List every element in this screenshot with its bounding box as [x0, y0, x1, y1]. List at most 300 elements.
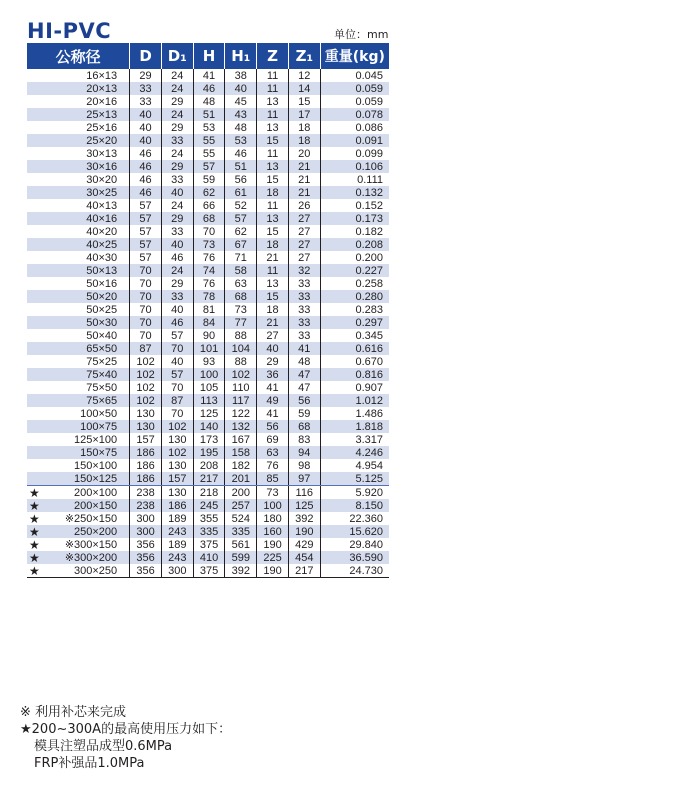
cell-nominal-size	[27, 433, 130, 446]
cell-z: 41	[257, 407, 289, 420]
cell-d: 57	[130, 238, 162, 251]
size-value: 40×13	[86, 199, 118, 212]
cell-h1: 53	[225, 134, 257, 147]
cell-weight: 5.920	[320, 486, 389, 500]
header-d: D	[130, 43, 162, 69]
cell-weight: 0.200	[320, 251, 389, 264]
table-row	[27, 290, 389, 303]
cell-z: 11	[257, 69, 289, 82]
cell-d: 46	[130, 147, 162, 160]
cell-d1: 24	[161, 199, 193, 212]
size-value: 75×65	[86, 394, 118, 407]
cell-z1: 17	[288, 108, 320, 121]
cell-d1: 33	[161, 173, 193, 186]
cell-nominal-size	[27, 486, 130, 500]
cell-d1: 33	[161, 134, 193, 147]
cell-z1: 33	[288, 303, 320, 316]
notes	[20, 704, 231, 772]
cell-nominal-size	[27, 394, 130, 407]
size-value: 125×100	[74, 433, 118, 446]
cell-nominal-size	[27, 342, 130, 355]
table-row	[27, 486, 389, 500]
cell-d1: 24	[161, 264, 193, 277]
size-value: 50×25	[86, 303, 118, 316]
cell-h1: 52	[225, 199, 257, 212]
cell-d1: 243	[161, 551, 193, 564]
cell-z1: 21	[288, 186, 320, 199]
cell-h1: 58	[225, 264, 257, 277]
cell-d: 57	[130, 212, 162, 225]
cell-z1: 47	[288, 368, 320, 381]
cell-d1: 24	[161, 108, 193, 121]
cell-d: 102	[130, 368, 162, 381]
note-molded: 模具注塑品成型0.6MPa	[34, 739, 173, 754]
cell-h1: 62	[225, 225, 257, 238]
cell-h: 53	[193, 121, 225, 134]
cell-h1: 45	[225, 95, 257, 108]
cell-h: 76	[193, 277, 225, 290]
cell-h1: 67	[225, 238, 257, 251]
cell-weight: 0.907	[320, 381, 389, 394]
cell-z: 49	[257, 394, 289, 407]
cell-z: 15	[257, 225, 289, 238]
cell-nominal-size	[27, 512, 130, 525]
table-row	[27, 525, 389, 538]
cell-weight: 0.280	[320, 290, 389, 303]
cell-weight: 29.840	[320, 538, 389, 551]
cell-d: 70	[130, 329, 162, 342]
cell-d: 57	[130, 225, 162, 238]
table-row	[27, 407, 389, 420]
cell-z1: 21	[288, 173, 320, 186]
size-value: 25×16	[86, 121, 118, 134]
cell-d: 157	[130, 433, 162, 446]
size-value: 50×13	[86, 264, 118, 277]
size-value: 25×20	[86, 134, 118, 147]
cell-h1: 77	[225, 316, 257, 329]
cell-weight: 0.059	[320, 95, 389, 108]
cell-weight: 1.012	[320, 394, 389, 407]
cell-d1: 130	[161, 486, 193, 500]
cell-h1: 88	[225, 329, 257, 342]
cell-weight: 0.086	[320, 121, 389, 134]
cell-z: 180	[257, 512, 289, 525]
cell-z1: 41	[288, 342, 320, 355]
cell-h: 46	[193, 82, 225, 95]
cell-h1: 38	[225, 69, 257, 82]
cell-weight: 1.486	[320, 407, 389, 420]
cell-weight: 1.818	[320, 420, 389, 433]
cell-h1: 71	[225, 251, 257, 264]
cell-nominal-size	[27, 459, 130, 472]
size-value: 150×75	[80, 446, 118, 459]
cell-weight: 4.246	[320, 446, 389, 459]
cell-z: 21	[257, 316, 289, 329]
cell-nominal-size	[27, 277, 130, 290]
cell-nominal-size	[27, 69, 130, 82]
table-row	[27, 394, 389, 407]
cell-h1: 46	[225, 147, 257, 160]
cell-h: 208	[193, 459, 225, 472]
cell-h: 48	[193, 95, 225, 108]
size-value: 30×20	[86, 173, 118, 186]
cell-h1: 561	[225, 538, 257, 551]
cell-h: 74	[193, 264, 225, 277]
cell-d: 238	[130, 499, 162, 512]
cell-nominal-size	[27, 212, 130, 225]
cell-h: 70	[193, 225, 225, 238]
cell-d: 40	[130, 134, 162, 147]
note-frp: FRP补强品1.0MPa	[34, 756, 145, 771]
cell-z: 63	[257, 446, 289, 459]
cell-d1: 46	[161, 316, 193, 329]
table-row	[27, 381, 389, 394]
cell-nominal-size	[27, 499, 130, 512]
size-value: ※300×200	[64, 551, 118, 564]
cell-h: 51	[193, 108, 225, 121]
cell-z: 18	[257, 303, 289, 316]
cell-d1: 189	[161, 538, 193, 551]
cell-z1: 33	[288, 316, 320, 329]
cell-z1: 20	[288, 147, 320, 160]
table-row	[27, 316, 389, 329]
size-value: 25×13	[86, 108, 118, 121]
cell-h1: 158	[225, 446, 257, 459]
cell-h1: 110	[225, 381, 257, 394]
cell-nominal-size	[27, 186, 130, 199]
header-h: H	[193, 43, 225, 69]
cell-nominal-size	[27, 538, 130, 551]
cell-nominal-size	[27, 251, 130, 264]
cell-nominal-size	[27, 446, 130, 459]
size-value: 100×50	[80, 407, 118, 420]
cell-z: 11	[257, 82, 289, 95]
size-value: 100×75	[80, 420, 118, 433]
cell-weight: 0.283	[320, 303, 389, 316]
table-row	[27, 212, 389, 225]
cell-z1: 125	[288, 499, 320, 512]
table-row	[27, 264, 389, 277]
table-row	[27, 199, 389, 212]
table-row	[27, 329, 389, 342]
cell-nominal-size	[27, 407, 130, 420]
cell-h: 335	[193, 525, 225, 538]
header-weight: 重量(kg)	[320, 43, 389, 69]
cell-weight: 0.078	[320, 108, 389, 121]
cell-h1: 68	[225, 290, 257, 303]
cell-h1: 182	[225, 459, 257, 472]
cell-weight: 0.297	[320, 316, 389, 329]
cell-h: 375	[193, 538, 225, 551]
cell-d: 87	[130, 342, 162, 355]
cell-d1: 130	[161, 459, 193, 472]
table-header-row	[27, 43, 389, 69]
cell-d: 46	[130, 173, 162, 186]
size-value: ※250×150	[64, 512, 118, 525]
cell-z: 100	[257, 499, 289, 512]
cell-d1: 87	[161, 394, 193, 407]
cell-h: 62	[193, 186, 225, 199]
cell-h1: 57	[225, 212, 257, 225]
cell-h: 73	[193, 238, 225, 251]
cell-d: 356	[130, 551, 162, 564]
cell-d: 40	[130, 108, 162, 121]
cell-d: 356	[130, 538, 162, 551]
cell-d1: 70	[161, 381, 193, 394]
cell-nominal-size	[27, 368, 130, 381]
cell-h1: 335	[225, 525, 257, 538]
table-row	[27, 69, 389, 82]
cell-weight: 36.590	[320, 551, 389, 564]
cell-d1: 243	[161, 525, 193, 538]
table-row	[27, 303, 389, 316]
cell-z1: 18	[288, 134, 320, 147]
cell-d: 46	[130, 186, 162, 199]
cell-weight: 0.106	[320, 160, 389, 173]
cell-nominal-size	[27, 303, 130, 316]
spec-table	[27, 43, 389, 578]
cell-nominal-size	[27, 160, 130, 173]
cell-z: 11	[257, 147, 289, 160]
cell-h: 59	[193, 173, 225, 186]
cell-d: 57	[130, 199, 162, 212]
cell-weight: 0.091	[320, 134, 389, 147]
note-pressure-title: ★200~300A的最高使用压力如下：	[20, 722, 232, 737]
cell-z1: 14	[288, 82, 320, 95]
cell-nominal-size	[27, 472, 130, 486]
cell-d: 186	[130, 446, 162, 459]
size-value: 50×20	[86, 290, 118, 303]
size-value: 20×16	[86, 95, 118, 108]
size-value: 40×30	[86, 251, 118, 264]
size-value: 150×100	[74, 459, 118, 472]
cell-d: 130	[130, 407, 162, 420]
cell-weight: 0.099	[320, 147, 389, 160]
cell-weight: 0.208	[320, 238, 389, 251]
cell-weight: 0.111	[320, 173, 389, 186]
cell-h1: 88	[225, 355, 257, 368]
cell-d: 238	[130, 486, 162, 500]
cell-d1: 70	[161, 342, 193, 355]
cell-h: 101	[193, 342, 225, 355]
cell-d1: 24	[161, 147, 193, 160]
cell-z: 40	[257, 342, 289, 355]
cell-h: 245	[193, 499, 225, 512]
size-value: ※300×150	[64, 538, 118, 551]
cell-z: 85	[257, 472, 289, 486]
cell-d: 186	[130, 459, 162, 472]
cell-z: 13	[257, 95, 289, 108]
cell-nominal-size	[27, 121, 130, 134]
cell-z1: 32	[288, 264, 320, 277]
table-row	[27, 446, 389, 459]
table-row	[27, 538, 389, 551]
cell-d: 70	[130, 277, 162, 290]
cell-d1: 29	[161, 95, 193, 108]
cell-h: 41	[193, 69, 225, 82]
cell-weight: 0.816	[320, 368, 389, 381]
cell-h1: 117	[225, 394, 257, 407]
cell-z: 225	[257, 551, 289, 564]
cell-h: 76	[193, 251, 225, 264]
cell-nominal-size	[27, 355, 130, 368]
cell-z: 21	[257, 251, 289, 264]
cell-z: 56	[257, 420, 289, 433]
cell-d: 70	[130, 316, 162, 329]
cell-h: 100	[193, 368, 225, 381]
cell-h: 55	[193, 147, 225, 160]
size-value: 250×200	[74, 525, 118, 538]
cell-d: 102	[130, 394, 162, 407]
table-row	[27, 147, 389, 160]
cell-z1: 97	[288, 472, 320, 486]
cell-weight: 0.227	[320, 264, 389, 277]
cell-nominal-size	[27, 173, 130, 186]
cell-h1: 102	[225, 368, 257, 381]
cell-z1: 33	[288, 290, 320, 303]
cell-z1: 429	[288, 538, 320, 551]
cell-z: 73	[257, 486, 289, 500]
cell-nominal-size	[27, 147, 130, 160]
cell-d1: 300	[161, 564, 193, 578]
cell-z: 190	[257, 538, 289, 551]
cell-weight: 0.045	[320, 69, 389, 82]
cell-z: 15	[257, 173, 289, 186]
table-row	[27, 433, 389, 446]
size-value: 40×25	[86, 238, 118, 251]
table-row	[27, 225, 389, 238]
cell-d: 29	[130, 69, 162, 82]
size-value: 16×13	[86, 69, 118, 82]
cell-z: 76	[257, 459, 289, 472]
cell-d: 300	[130, 512, 162, 525]
cell-d1: 57	[161, 368, 193, 381]
cell-h: 68	[193, 212, 225, 225]
cell-weight: 0.132	[320, 186, 389, 199]
cell-d1: 102	[161, 420, 193, 433]
table-row	[27, 564, 389, 578]
table-row	[27, 342, 389, 355]
cell-nominal-size	[27, 329, 130, 342]
cell-z: 36	[257, 368, 289, 381]
cell-z1: 33	[288, 277, 320, 290]
cell-nominal-size	[27, 108, 130, 121]
header-z: Z	[257, 43, 289, 69]
size-value: 200×100	[74, 486, 118, 499]
cell-d: 356	[130, 564, 162, 578]
cell-nominal-size	[27, 420, 130, 433]
size-value: 75×40	[86, 368, 118, 381]
table-row	[27, 160, 389, 173]
size-value: 50×40	[86, 329, 118, 342]
cell-z1: 56	[288, 394, 320, 407]
cell-d1: 102	[161, 446, 193, 459]
cell-h1: 200	[225, 486, 257, 500]
table-row	[27, 95, 389, 108]
cell-nominal-size	[27, 134, 130, 147]
table-row	[27, 173, 389, 186]
cell-h1: 73	[225, 303, 257, 316]
cell-h: 195	[193, 446, 225, 459]
cell-d1: 29	[161, 160, 193, 173]
cell-z: 18	[257, 186, 289, 199]
header-h1: H₁	[225, 43, 257, 69]
cell-z1: 27	[288, 212, 320, 225]
cell-h1: 40	[225, 82, 257, 95]
cell-h: 93	[193, 355, 225, 368]
cell-nominal-size	[27, 238, 130, 251]
cell-z: 69	[257, 433, 289, 446]
cell-h1: 524	[225, 512, 257, 525]
cell-z1: 27	[288, 238, 320, 251]
cell-h: 410	[193, 551, 225, 564]
cell-nominal-size	[27, 225, 130, 238]
cell-h: 84	[193, 316, 225, 329]
cell-d: 70	[130, 290, 162, 303]
table-row	[27, 459, 389, 472]
table-row	[27, 251, 389, 264]
cell-d1: 70	[161, 407, 193, 420]
cell-d1: 33	[161, 290, 193, 303]
cell-h1: 201	[225, 472, 257, 486]
cell-d: 186	[130, 472, 162, 486]
cell-z1: 27	[288, 225, 320, 238]
size-value: 65×50	[86, 342, 118, 355]
table-row	[27, 82, 389, 95]
cell-weight: 0.173	[320, 212, 389, 225]
star-mark: ★	[29, 524, 40, 539]
cell-z1: 116	[288, 486, 320, 500]
cell-z1: 68	[288, 420, 320, 433]
cell-weight: 5.125	[320, 472, 389, 486]
star-mark: ★	[29, 485, 40, 500]
cell-d: 102	[130, 381, 162, 394]
table-row	[27, 238, 389, 251]
cell-z: 18	[257, 238, 289, 251]
cell-d1: 33	[161, 225, 193, 238]
cell-z: 29	[257, 355, 289, 368]
cell-d1: 24	[161, 69, 193, 82]
size-value: 40×20	[86, 225, 118, 238]
header-d1: D₁	[161, 43, 193, 69]
table-row	[27, 186, 389, 199]
cell-d: 33	[130, 95, 162, 108]
cell-d1: 46	[161, 251, 193, 264]
cell-weight: 3.317	[320, 433, 389, 446]
cell-h: 375	[193, 564, 225, 578]
cell-d1: 40	[161, 355, 193, 368]
cell-d1: 24	[161, 82, 193, 95]
star-mark: ★	[29, 563, 40, 578]
star-mark: ★	[29, 511, 40, 526]
cell-nominal-size	[27, 381, 130, 394]
cell-weight: 15.620	[320, 525, 389, 538]
cell-weight: 22.360	[320, 512, 389, 525]
cell-h1: 63	[225, 277, 257, 290]
cell-z1: 392	[288, 512, 320, 525]
size-value: 200×150	[74, 499, 118, 512]
cell-d: 57	[130, 251, 162, 264]
cell-z: 15	[257, 134, 289, 147]
size-value: 150×125	[74, 472, 118, 485]
cell-d1: 29	[161, 277, 193, 290]
cell-nominal-size	[27, 82, 130, 95]
cell-h: 66	[193, 199, 225, 212]
cell-d1: 186	[161, 499, 193, 512]
cell-h: 355	[193, 512, 225, 525]
cell-h1: 132	[225, 420, 257, 433]
cell-nominal-size	[27, 264, 130, 277]
